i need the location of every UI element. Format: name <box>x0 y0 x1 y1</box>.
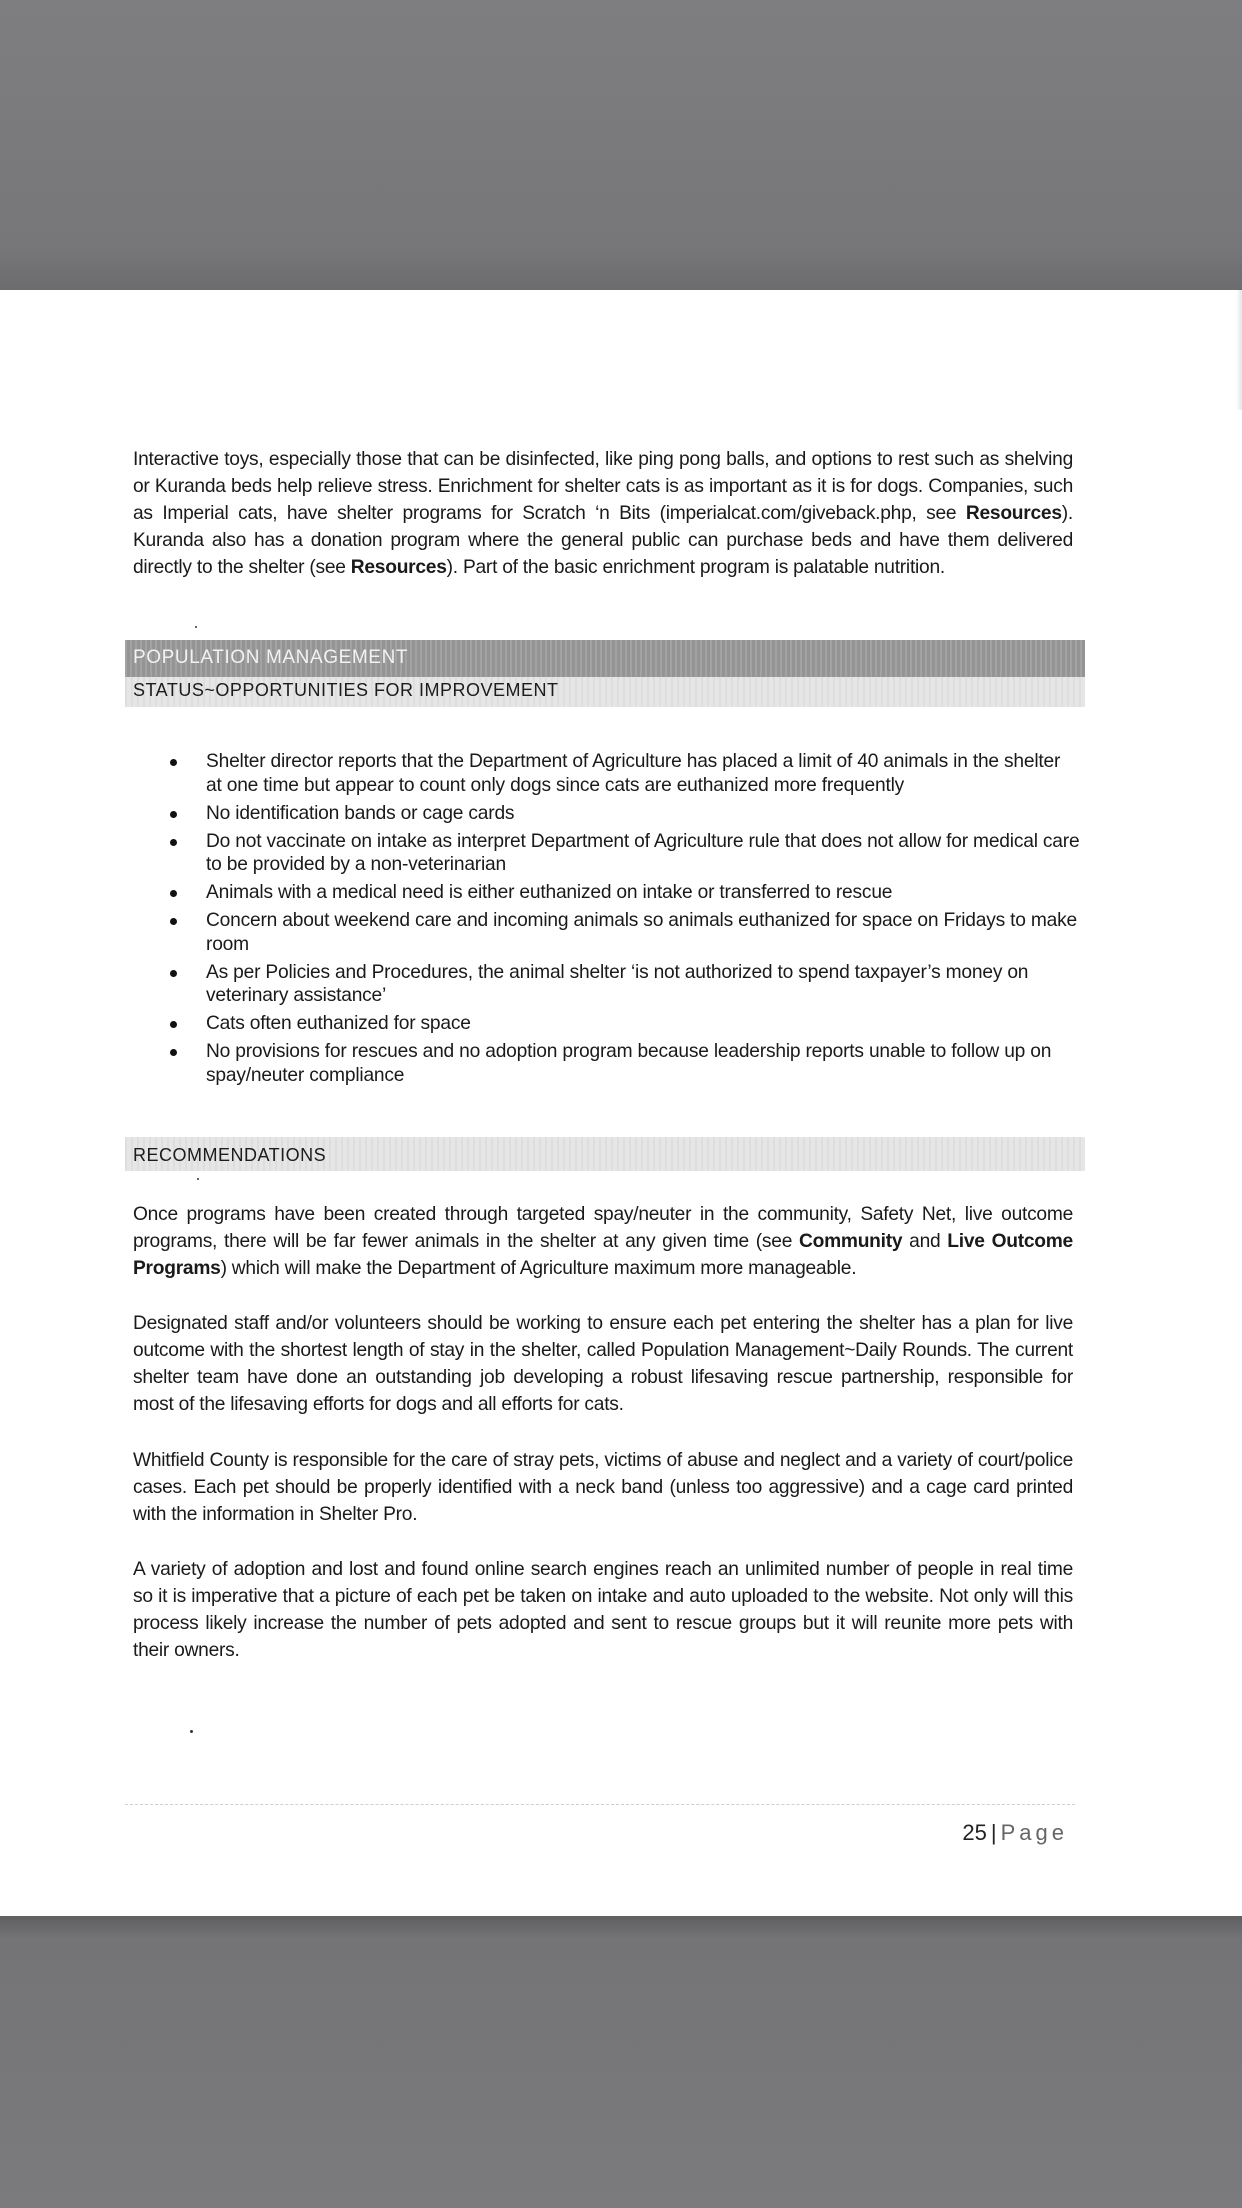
bold-reference: Community <box>799 1231 903 1252</box>
page-word: Page <box>1000 1820 1068 1845</box>
bullet-icon <box>170 970 177 977</box>
page-number-value: 25 <box>962 1820 987 1845</box>
list-item: Shelter director reports that the Department of Agriculture has placed a limit of 40 animals in the shelter at one time but appear to count only dogs since cats are euthanized more frequently <box>160 750 1080 797</box>
recommendations-heading-band <box>125 1137 1085 1171</box>
section-header-band <box>125 640 1085 677</box>
status-list <box>160 750 1080 1092</box>
document-page[interactable] <box>0 290 1242 1916</box>
viewer-background-bottom <box>0 1916 1242 2208</box>
section-title: POPULATION MANAGEMENT <box>133 647 409 668</box>
scan-speck <box>195 626 197 628</box>
bold-reference: Resources <box>350 557 447 578</box>
page-number <box>962 1820 1068 1846</box>
text-run: Once programs have been created through targeted spay/neuter in the community, Safety Net, live outcome programs, there will be far fewer animals in the shelter at any given time (see <box>133 1204 1073 1252</box>
bullet-icon <box>170 811 177 818</box>
text-run: and <box>902 1231 948 1252</box>
bold-reference: Live Outcome Programs <box>133 1231 1073 1279</box>
list-item: Do not vaccinate on intake as interpret Department of Agriculture rule that does not allow for medical care to be provided by a non-veterinarian <box>160 830 1080 877</box>
bold-reference: Resources <box>965 503 1062 524</box>
text-run: Interactive toys, especially those that can be disinfected, like ping pong balls, and options to rest such as shelving or Kuranda beds help relieve stress. Enrichment for shelter cats is as important as it is for dogs. Companies, such as Imperial cats, have shelter programs for Scratch ‘n Bits (imperialcat.com/giveback.php, see <box>133 449 1073 524</box>
list-item: No identification bands or cage cards <box>160 802 1080 826</box>
recommendation-paragraph <box>133 1201 1073 1282</box>
bullet-icon <box>170 759 177 766</box>
status-heading-band <box>125 677 1085 707</box>
page-edge-shadow <box>1236 290 1242 410</box>
bullet-icon <box>170 1021 177 1028</box>
recommendation-paragraph <box>133 1556 1073 1664</box>
bullet-icon <box>170 839 177 846</box>
recommendations-heading: RECOMMENDATIONS <box>133 1145 327 1165</box>
scan-speck <box>190 1730 193 1733</box>
intro-paragraph <box>133 446 1073 581</box>
list-item: No provisions for rescues and no adoption program because leadership reports unable to follow up on spay/neuter compliance <box>160 1040 1080 1087</box>
bullet-icon <box>170 1049 177 1056</box>
viewer-background-top <box>0 0 1242 290</box>
text-run: ). Kuranda also has a donation program where the general public can purchase beds and have them delivered directly to the shelter (see <box>133 503 1073 578</box>
text-run: A variety of adoption and lost and found online search engines reach an unlimited number of people in real time so it is imperative that a picture of each pet be taken on intake and auto uploaded to the website. Not only will this process likely increase the number of pets adopted and sent to rescue groups but it will reunite more pets with their owners. <box>133 1559 1073 1661</box>
bullet-icon <box>170 918 177 925</box>
list-item: Cats often euthanized for space <box>160 1012 1080 1036</box>
page-number-separator: | <box>990 1820 997 1845</box>
footer-divider <box>125 1804 1075 1805</box>
text-run: Designated staff and/or volunteers should be working to ensure each pet entering the shelter has a plan for live outcome with the shortest length of stay in the shelter, called Population Management~Daily Rounds. The current shelter team have done an outstanding job developing a robust lifesaving rescue partnership, responsible for most of the lifesaving efforts for dogs and all efforts for cats. <box>133 1313 1073 1415</box>
text-run: ). Part of the basic enrichment program is palatable nutrition. <box>446 557 945 578</box>
recommendation-paragraph <box>133 1310 1073 1418</box>
text-run: Whitfield County is responsible for the care of stray pets, victims of abuse and neglect and a variety of court/police cases. Each pet should be properly identified with a neck band (unless too aggressive) and a cage card printed with the information in Shelter Pro. <box>133 1450 1073 1525</box>
list-item: Animals with a medical need is either euthanized on intake or transferred to rescue <box>160 881 1080 905</box>
scan-speck <box>197 1178 199 1180</box>
recommendation-paragraph <box>133 1447 1073 1528</box>
list-item: Concern about weekend care and incoming animals so animals euthanized for space on Fridays to make room <box>160 909 1080 956</box>
bullet-icon <box>170 890 177 897</box>
status-heading: STATUS~OPPORTUNITIES FOR IMPROVEMENT <box>133 680 559 700</box>
text-run: ) which will make the Department of Agriculture maximum more manageable. <box>220 1258 857 1279</box>
list-item: As per Policies and Procedures, the animal shelter ‘is not authorized to spend taxpayer’s money on veterinary assistance’ <box>160 961 1080 1008</box>
